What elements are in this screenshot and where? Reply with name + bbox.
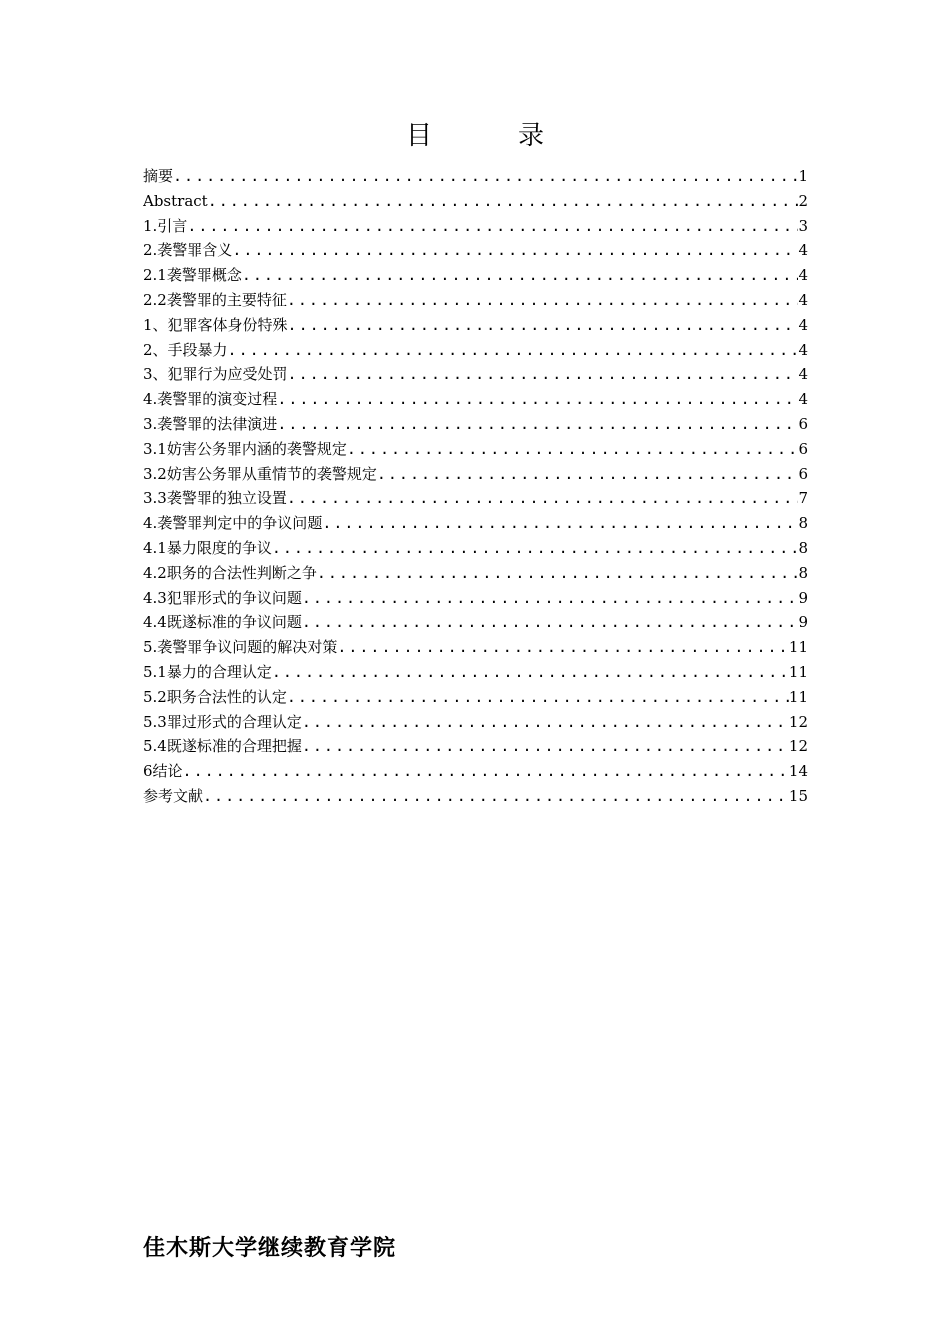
toc-entry[interactable]	[143, 214, 808, 239]
toc-entry-label: 4.1暴力限度的争议	[143, 538, 272, 557]
toc-dot-leader	[242, 263, 799, 288]
toc-dot-leader	[183, 759, 789, 784]
toc-entry-page-number: 1	[798, 167, 808, 185]
toc-entry-label: 3.3袭警罪的独立设置	[143, 489, 287, 508]
toc-entry[interactable]	[143, 561, 808, 586]
toc-entry[interactable]	[143, 710, 808, 735]
toc-dot-leader	[377, 462, 799, 487]
toc-dot-leader	[228, 338, 799, 363]
toc-entry-label: 2.袭警罪含义	[143, 241, 233, 260]
toc-dot-leader	[208, 189, 799, 214]
toc-entry[interactable]	[143, 635, 808, 660]
table-of-contents	[143, 164, 808, 809]
toc-dot-leader	[302, 586, 799, 611]
toc-entry-page-number: 3	[798, 216, 808, 235]
toc-entry-page-number: 4	[798, 241, 808, 260]
toc-dot-leader	[203, 784, 789, 809]
toc-dot-leader	[272, 660, 789, 685]
toc-entry[interactable]	[143, 189, 808, 214]
toc-dot-leader	[347, 437, 799, 462]
toc-dot-leader	[302, 734, 789, 759]
toc-entry-page-number: 11	[788, 638, 808, 657]
toc-entry-page-number: 11	[788, 687, 808, 706]
toc-entry[interactable]	[143, 362, 808, 387]
toc-dot-leader	[337, 635, 789, 660]
toc-entry-label: 5.4既遂标准的合理把握	[143, 737, 302, 756]
toc-entry-page-number: 2	[798, 191, 808, 210]
toc-title: 目 录	[405, 121, 574, 151]
toc-entry-page-number: 9	[798, 613, 808, 632]
toc-entry-page-number: 7	[798, 489, 808, 508]
toc-entry-label: 5.2职务合法性的认定	[143, 687, 287, 706]
toc-entry[interactable]	[143, 784, 808, 809]
toc-entry[interactable]	[143, 437, 808, 462]
toc-entry-page-number: 4	[798, 390, 808, 409]
toc-entry-page-number: 14	[788, 762, 808, 781]
toc-entry[interactable]	[143, 511, 808, 536]
toc-dot-leader	[317, 561, 799, 586]
toc-entry-label: 3、犯罪行为应受处罚	[143, 365, 288, 384]
toc-entry-label: 4.3犯罪形式的争议问题	[143, 588, 302, 607]
toc-entry[interactable]	[143, 288, 808, 313]
toc-entry[interactable]	[143, 685, 808, 710]
toc-entry-label: 4.2职务的合法性判断之争	[143, 563, 317, 582]
toc-entry-label: 3.1妨害公务罪内涵的袭警规定	[143, 439, 347, 458]
toc-dot-leader	[302, 710, 789, 735]
toc-dot-leader	[288, 313, 799, 338]
toc-dot-leader	[287, 288, 799, 313]
toc-entry[interactable]	[143, 610, 808, 635]
footer-institution-name: 佳木斯大学继续教育学院	[143, 1236, 397, 1261]
toc-dot-leader	[302, 610, 799, 635]
toc-entry-page-number: 6	[798, 439, 808, 458]
toc-entry-page-number: 4	[798, 365, 808, 384]
toc-entry-label: 5.1暴力的合理认定	[143, 662, 272, 681]
toc-entry-label: Abstract	[143, 191, 208, 210]
toc-entry-label: 3.2妨害公务罪从重情节的袭警规定	[143, 464, 377, 483]
toc-entry[interactable]	[143, 412, 808, 437]
toc-entry-page-number: 8	[798, 563, 808, 582]
toc-entry-label: 2、手段暴力	[143, 340, 228, 359]
toc-dot-leader	[288, 362, 799, 387]
toc-entry-page-number: 6	[798, 464, 808, 483]
toc-dot-leader	[232, 238, 798, 263]
toc-dot-leader	[287, 486, 799, 511]
toc-entry-page-number: 8	[798, 514, 808, 533]
toc-entry-label: 2.1袭警罪概念	[143, 266, 242, 285]
toc-entry-label: 5.3罪过形式的合理认定	[143, 712, 302, 731]
toc-entry-page-number: 4	[798, 266, 808, 285]
toc-dot-leader	[173, 164, 798, 189]
toc-entry-page-number: 15	[788, 786, 808, 805]
toc-entry-page-number: 12	[788, 737, 808, 756]
toc-dot-leader	[272, 536, 799, 561]
toc-entry[interactable]	[143, 164, 808, 189]
toc-entry-page-number: 4	[798, 315, 808, 334]
toc-entry-label: 4.袭警罪判定中的争议问题	[143, 514, 323, 533]
toc-entry-page-number: 12	[788, 712, 808, 731]
toc-entry-label: 4.4既遂标准的争议问题	[143, 613, 302, 632]
toc-entry-page-number: 4	[798, 340, 808, 359]
toc-dot-leader	[277, 387, 798, 412]
toc-entry-page-number: 4	[798, 290, 808, 309]
toc-entry-label: 2.2袭警罪的主要特征	[143, 290, 287, 309]
toc-entry-label: 1.引言	[143, 216, 188, 235]
toc-entry[interactable]	[143, 387, 808, 412]
toc-entry[interactable]	[143, 660, 808, 685]
toc-entry-page-number: 11	[788, 662, 808, 681]
toc-entry-label: 5.袭警罪争议问题的解决对策	[143, 638, 338, 657]
toc-entry-label: 4.袭警罪的演变过程	[143, 390, 278, 409]
toc-entry-page-number: 6	[798, 414, 808, 433]
toc-entry-label: 3.袭警罪的法律演进	[143, 414, 278, 433]
toc-dot-leader	[287, 685, 789, 710]
toc-dot-leader	[322, 511, 798, 536]
toc-entry-label: 参考文献	[143, 786, 204, 805]
toc-entry[interactable]	[143, 238, 808, 263]
toc-entry-label: 6结论	[143, 762, 183, 781]
toc-entry[interactable]	[143, 313, 808, 338]
toc-entry[interactable]	[143, 536, 808, 561]
toc-entry[interactable]	[143, 586, 808, 611]
toc-entry-page-number: 9	[798, 588, 808, 607]
toc-entry-label: 摘要	[143, 167, 174, 185]
toc-entry[interactable]	[143, 734, 808, 759]
toc-dot-leader	[277, 412, 798, 437]
toc-entry[interactable]	[143, 263, 808, 288]
toc-entry[interactable]	[143, 759, 808, 784]
toc-entry[interactable]	[143, 338, 808, 363]
toc-entry-page-number: 8	[798, 538, 808, 557]
toc-entry-label: 1、犯罪客体身份特殊	[143, 315, 288, 334]
toc-entry[interactable]	[143, 486, 808, 511]
toc-dot-leader	[187, 214, 798, 239]
toc-entry[interactable]	[143, 462, 808, 487]
